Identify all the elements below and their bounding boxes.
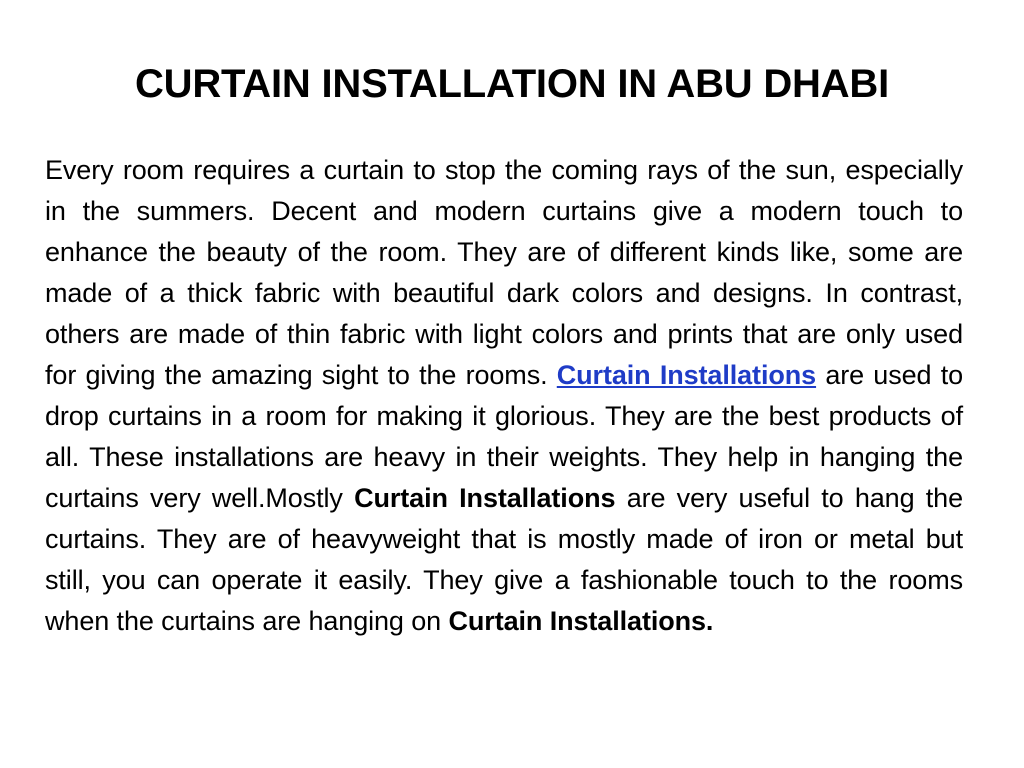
curtain-installations-link[interactable]: Curtain Installations [556, 360, 817, 390]
slide-title: CURTAIN INSTALLATION IN ABU DHABI [134, 62, 890, 106]
bold-keyword-1: Curtain Installations [354, 483, 616, 513]
paragraph-text-1: Every room requires a curtain to stop the coming rays of the sun, especially in the summers. Decent and modern curtains give a modern touch to enhance the beauty of the room. They are of different kinds like, some are made of a thick fabric with beautiful dark colors and designs. In contrast, others are made of thin fabric with light colors and prints that are only used for giving the amazing sight to the rooms. [45, 155, 963, 390]
paragraph-text-3: are very useful to hang the curtains. They are of heavyweight that is mostly made of iron or metal but still, you can operate it easily. They give a fashionable touch to the rooms when the curtains are hanging on [45, 483, 964, 636]
body-paragraph [45, 150, 963, 642]
bold-keyword-2: Curtain Installations. [448, 606, 714, 636]
paragraph-text-2: are used to drop curtains in a room for making it glorious. They are the best products of all. These installations are heavy in their weights. They help in hanging the curtains very well.Mostly [45, 360, 964, 513]
